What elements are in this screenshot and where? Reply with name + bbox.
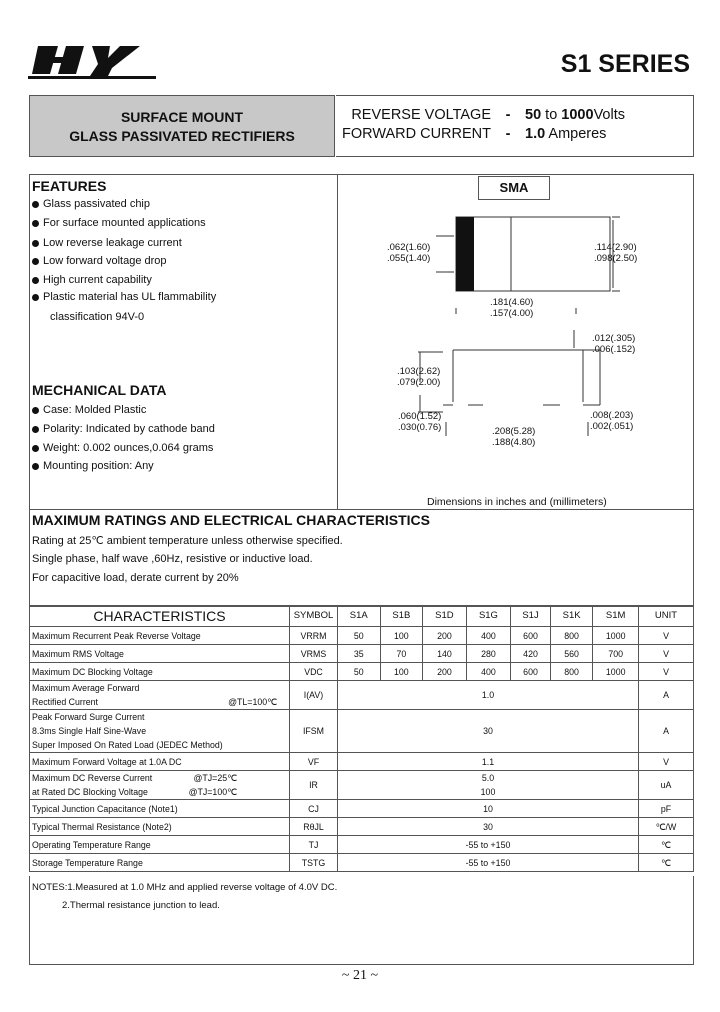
series-title: S1 SERIES bbox=[560, 50, 690, 78]
reverse-voltage-dash: - bbox=[505, 107, 511, 123]
feature-item: For surface mounted applications bbox=[32, 218, 206, 229]
ratings-summary-box bbox=[336, 95, 694, 157]
bullet-icon bbox=[32, 426, 39, 433]
dim-e-min: .079(2.00) bbox=[397, 377, 441, 388]
ratings-note-3: For capacitive load, derate current by 20% bbox=[32, 572, 239, 584]
table-row: Maximum RMS Voltage VRMS 35 70 140 280 420 560 700 V bbox=[30, 645, 694, 663]
mechanical-title: MECHANICAL DATA bbox=[32, 382, 167, 398]
reverse-voltage-max: 1000 bbox=[561, 107, 594, 123]
product-type-box bbox=[29, 95, 335, 157]
feature-item: Glass passivated chip bbox=[32, 199, 150, 210]
bullet-icon bbox=[32, 407, 39, 414]
hy-logo bbox=[28, 38, 158, 82]
dim-h-min: .002(.051) bbox=[590, 421, 634, 432]
header-unit: UNIT bbox=[639, 606, 694, 627]
forward-current-dash: - bbox=[505, 126, 511, 142]
reverse-voltage-min: 50 bbox=[525, 107, 542, 123]
header-type: S1M bbox=[593, 606, 639, 627]
table-row: Storage Temperature Range TSTG -55 to +150 ℃ bbox=[30, 854, 694, 872]
features-title: FEATURES bbox=[32, 178, 107, 194]
dim-a-min: .055(1.40) bbox=[387, 253, 431, 264]
dim-c-min: .157(4.00) bbox=[490, 308, 534, 319]
bullet-icon bbox=[32, 201, 39, 208]
ratings-title: MAXIMUM RATINGS AND ELECTRICAL CHARACTERISTICS bbox=[32, 512, 430, 528]
dim-g-min: .188(4.80) bbox=[492, 437, 536, 448]
forward-current-row bbox=[336, 125, 693, 144]
mechanical-item: Weight: 0.002 ounces,0.064 grams bbox=[32, 443, 213, 454]
header-type: S1K bbox=[550, 606, 593, 627]
bullet-icon bbox=[32, 294, 39, 301]
table-row: Typical Junction Capacitance (Note1) CJ 10 pF bbox=[30, 800, 694, 818]
note-2: 2.Thermal resistance junction to lead. bbox=[62, 900, 220, 911]
table-header-row bbox=[30, 606, 694, 627]
bullet-icon bbox=[32, 258, 39, 265]
feature-item: High current capability bbox=[32, 275, 152, 286]
bullet-icon bbox=[32, 445, 39, 452]
dim-d-min: .006(.152) bbox=[592, 344, 636, 355]
reverse-voltage-row bbox=[336, 106, 693, 125]
table-row: Maximum DC Blocking Voltage VDC 50 100 200 400 600 800 1000 V bbox=[30, 663, 694, 681]
forward-current-unit: Amperes bbox=[545, 126, 607, 142]
characteristics-table bbox=[29, 605, 694, 872]
reverse-voltage-unit: Volts bbox=[593, 107, 625, 123]
dim-f-min: .030(0.76) bbox=[398, 422, 442, 433]
forward-current-value: 1.0 bbox=[525, 126, 546, 142]
table-row: Maximum Average Forward Rectified Current @TL=100℃ I(AV) 1.0 A bbox=[30, 681, 694, 710]
header-type: S1B bbox=[380, 606, 423, 627]
ratings-note-1: Rating at 25℃ ambient temperature unless otherwise specified. bbox=[32, 535, 343, 547]
header-type: S1D bbox=[423, 606, 467, 627]
table-row: Typical Thermal Resistance (Note2) RθJL 30 ℃/W bbox=[30, 818, 694, 836]
reverse-voltage-to: to bbox=[541, 107, 562, 123]
dim-c-max: .181(4.60) bbox=[490, 297, 534, 308]
bullet-icon bbox=[32, 463, 39, 470]
dim-d-max: .012(.305) bbox=[592, 333, 636, 344]
note-1: NOTES:1.Measured at 1.0 MHz and applied reverse voltage of 4.0V DC. bbox=[32, 882, 338, 893]
dim-g-max: .208(5.28) bbox=[492, 426, 536, 437]
reverse-voltage-label: REVERSE VOLTAGE bbox=[351, 107, 491, 123]
package-name: SMA bbox=[478, 176, 550, 200]
mechanical-item: Mounting position: Any bbox=[32, 461, 154, 472]
header-type: S1G bbox=[466, 606, 511, 627]
header-type: S1A bbox=[338, 606, 381, 627]
dim-e-max: .103(2.62) bbox=[397, 366, 441, 377]
mechanical-item: Case: Molded Plastic bbox=[32, 405, 146, 416]
bullet-icon bbox=[32, 220, 39, 227]
feature-item: Low forward voltage drop bbox=[32, 256, 167, 267]
mechanical-item: Polarity: Indicated by cathode band bbox=[32, 424, 215, 435]
table-row: Maximum Recurrent Peak Reverse Voltage VRRM 50 100 200 400 600 800 1000 V bbox=[30, 627, 694, 645]
product-type-line1: SURFACE MOUNT bbox=[120, 109, 244, 125]
header-symbol: SYMBOL bbox=[290, 606, 338, 627]
header-characteristics: CHARACTERISTICS bbox=[30, 606, 290, 627]
header-type: S1J bbox=[511, 606, 551, 627]
dim-b-max: .114(2.90) bbox=[594, 242, 637, 253]
dim-b-min: .098(2.50) bbox=[594, 253, 638, 264]
dimensions-caption: Dimensions in inches and (millimeters) bbox=[427, 496, 607, 508]
feature-item-continued: classification 94V-0 bbox=[50, 311, 145, 323]
table-row: Peak Forward Surge Current 8.3ms Single Half Sine-Wave Super Imposed On Rated Load (JEDEC Method) IFSM 30 A bbox=[30, 710, 694, 753]
product-type-line2: GLASS PASSIVATED RECTIFIERS bbox=[69, 128, 295, 144]
feature-item: Plastic material has UL flammability bbox=[32, 292, 216, 303]
feature-item: Low reverse leakage current bbox=[32, 238, 182, 249]
page-number: ~ 21 ~ bbox=[341, 968, 379, 983]
dim-f-max: .060(1.52) bbox=[398, 411, 442, 422]
table-row: Maximum Forward Voltage at 1.0A DC VF 1.1 V bbox=[30, 753, 694, 771]
dim-h-max: .008(.203) bbox=[590, 410, 634, 421]
bullet-icon bbox=[32, 240, 39, 247]
ratings-note-2: Single phase, half wave ,60Hz, resistive or inductive load. bbox=[32, 553, 313, 565]
forward-current-label: FORWARD CURRENT bbox=[341, 126, 491, 142]
table-row: Maximum DC Reverse Current @TJ=25℃ at Rated DC Blocking Voltage @TJ=100℃ IR 5.0 100 uA bbox=[30, 771, 694, 800]
bullet-icon bbox=[32, 277, 39, 284]
table-row: Operating Temperature Range TJ -55 to +150 ℃ bbox=[30, 836, 694, 854]
dim-a-max: .062(1.60) bbox=[387, 242, 431, 253]
